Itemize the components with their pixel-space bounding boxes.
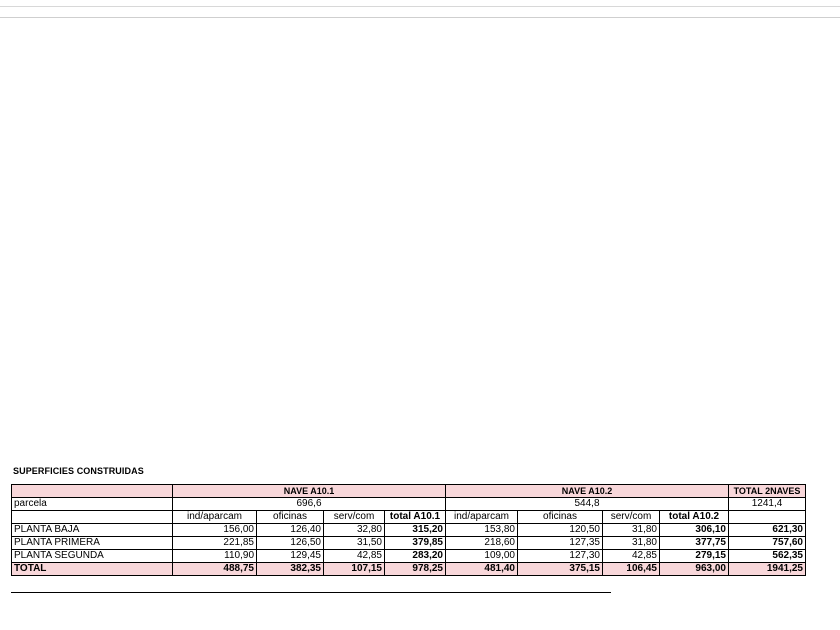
cell: 156,00 [173, 524, 257, 537]
top-divider [0, 6, 840, 7]
cell: 31,50 [324, 537, 385, 550]
cell: 42,85 [603, 550, 660, 563]
subheader-empty [12, 511, 173, 524]
row-label: PLANTA SEGUNDA [12, 550, 173, 563]
table-row [12, 537, 806, 550]
subheader-total-empty [729, 511, 806, 524]
parcela-b: 544,8 [446, 498, 729, 511]
cell: 126,50 [257, 537, 324, 550]
row-label: PLANTA PRIMERA [12, 537, 173, 550]
subheader-row [12, 511, 806, 524]
subheader-b-total: total A10.2 [660, 511, 729, 524]
group-header-row [12, 485, 806, 498]
subheader-a-total: total A10.1 [385, 511, 446, 524]
section-title: SUPERFICIES CONSTRUIDAS [13, 466, 144, 476]
top-divider-secondary [0, 17, 840, 18]
subheader-b-ofi: oficinas [518, 511, 603, 524]
total-grand-cell: 1941,25 [729, 563, 806, 576]
subheader-a-serv: serv/com [324, 511, 385, 524]
group-header-total: TOTAL 2NAVES [729, 485, 806, 498]
cell-grand-total: 757,60 [729, 537, 806, 550]
cell-total: 283,20 [385, 550, 446, 563]
cell-total: 306,10 [660, 524, 729, 537]
total-cell: 106,45 [603, 563, 660, 576]
cell: 129,45 [257, 550, 324, 563]
corner-cell [12, 485, 173, 498]
cell: 126,40 [257, 524, 324, 537]
group-header-a: NAVE A10.1 [173, 485, 446, 498]
cell: 32,80 [324, 524, 385, 537]
parcela-row [12, 498, 806, 511]
cell-total: 379,85 [385, 537, 446, 550]
cell: 153,80 [446, 524, 518, 537]
total-cell: 107,15 [324, 563, 385, 576]
cell: 31,80 [603, 524, 660, 537]
cell: 42,85 [324, 550, 385, 563]
cell: 127,35 [518, 537, 603, 550]
subheader-a-ofi: oficinas [257, 511, 324, 524]
parcela-total: 1241,4 [729, 498, 806, 511]
cell: 218,60 [446, 537, 518, 550]
total-cell: 382,35 [257, 563, 324, 576]
group-header-b: NAVE A10.2 [446, 485, 729, 498]
row-label: PLANTA BAJA [12, 524, 173, 537]
cell-grand-total: 562,35 [729, 550, 806, 563]
parcela-a: 696,6 [173, 498, 446, 511]
cell-total: 279,15 [660, 550, 729, 563]
cell-total: 377,75 [660, 537, 729, 550]
total-cell: 978,25 [385, 563, 446, 576]
total-row [12, 563, 806, 576]
cell: 31,80 [603, 537, 660, 550]
total-label: TOTAL [12, 563, 173, 576]
table-row [12, 550, 806, 563]
subheader-b-ind: ind/aparcam [446, 511, 518, 524]
cell: 109,00 [446, 550, 518, 563]
cell-total: 315,20 [385, 524, 446, 537]
cell: 221,85 [173, 537, 257, 550]
total-cell: 375,15 [518, 563, 603, 576]
subheader-a-ind: ind/aparcam [173, 511, 257, 524]
cell: 110,90 [173, 550, 257, 563]
surfaces-table [11, 484, 806, 576]
cell: 120,50 [518, 524, 603, 537]
subheader-b-serv: serv/com [603, 511, 660, 524]
parcela-label: parcela [12, 498, 173, 511]
table-row [12, 524, 806, 537]
total-cell: 963,00 [660, 563, 729, 576]
bottom-divider [11, 592, 611, 593]
cell: 127,30 [518, 550, 603, 563]
cell-grand-total: 621,30 [729, 524, 806, 537]
total-cell: 488,75 [173, 563, 257, 576]
total-cell: 481,40 [446, 563, 518, 576]
